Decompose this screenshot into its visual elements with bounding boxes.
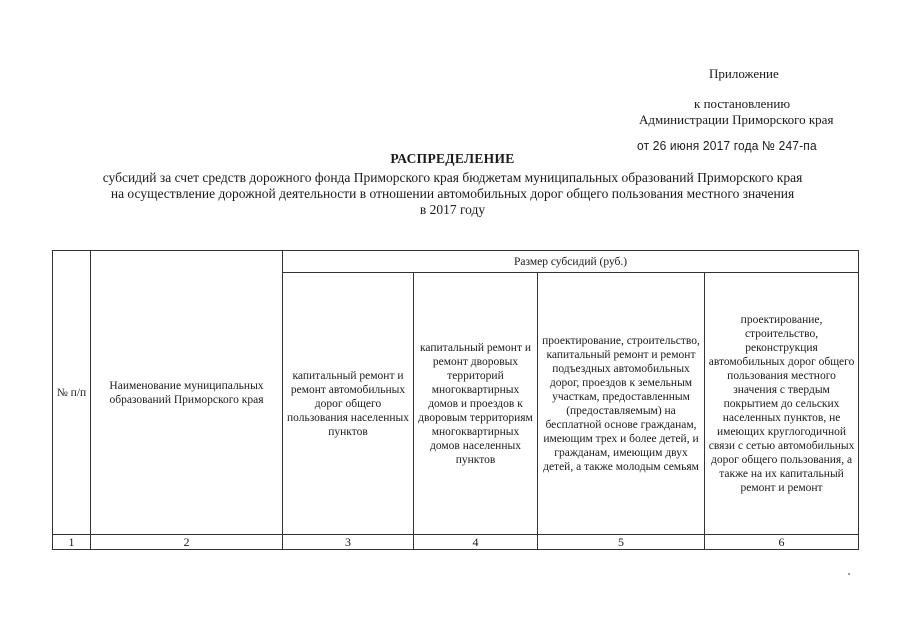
resolution-date: от 26 июня 2017 года № 247-па [637, 138, 817, 153]
header-cell-municipality: Наименование муниципальных образований Приморского края [91, 251, 283, 535]
column-number: 2 [91, 535, 283, 550]
header-cell-access-roads: проектирование, строительство, капитальный ремонт и ремонт подъездных автомобильных дорог, проездов к земельным участкам, предоставленным (предоставляемым) на бесплатной основе гражданам, имеющим трех и более детей, и гражданам, имеющим двух детей, а также молодым семьям [538, 273, 705, 535]
document-subtitle-line-3: в 2017 году [419, 202, 486, 217]
header-cell-number: № п/п [53, 251, 91, 535]
header-cell-road-repair: капитальный ремонт и ремонт автомобильных дорог общего пользования населенных пунктов [283, 273, 414, 535]
header-cell-rural-roads: проектирование, строительство, реконструкция автомобильных дорог общего пользования местного значения с твердым покрытием до сельских населенных пунктов, не имеющих круглогодичной связи с сетью автомобильных дорог общего пользования, а также на их капитальный ремонт и ремонт [705, 273, 859, 535]
appendix-title: Приложение [709, 66, 779, 81]
column-number-row [53, 535, 859, 550]
column-number: 4 [414, 535, 538, 550]
administration-name: Администрации Приморского края [639, 112, 834, 127]
header-cell-subsidy-size: Размер субсидий (руб.) [283, 251, 859, 273]
document-subtitle-line-1: субсидий за счет средств дорожного фонда Приморского края бюджетам муниципальных образований Приморского края [102, 170, 803, 185]
document-title: РАСПРЕДЕЛЕНИЕ [390, 151, 515, 166]
column-number: 5 [538, 535, 705, 550]
to-resolution-text: к постановлению [694, 96, 791, 111]
subsidy-table [52, 250, 859, 550]
column-number: 3 [283, 535, 414, 550]
header-cell-yard-repair: капитальный ремонт и ремонт дворовых территорий многоквартирных домов и проездов к дворовым территориям многоквартирных домов населенных пунктов [414, 273, 538, 535]
column-number: 6 [705, 535, 859, 550]
column-number: 1 [53, 535, 91, 550]
document-subtitle-line-2: на осуществление дорожной деятельности в отношении автомобильных дорог общего пользования местного значения [110, 186, 795, 201]
table-header-row [53, 251, 859, 273]
scan-speck [848, 573, 850, 575]
